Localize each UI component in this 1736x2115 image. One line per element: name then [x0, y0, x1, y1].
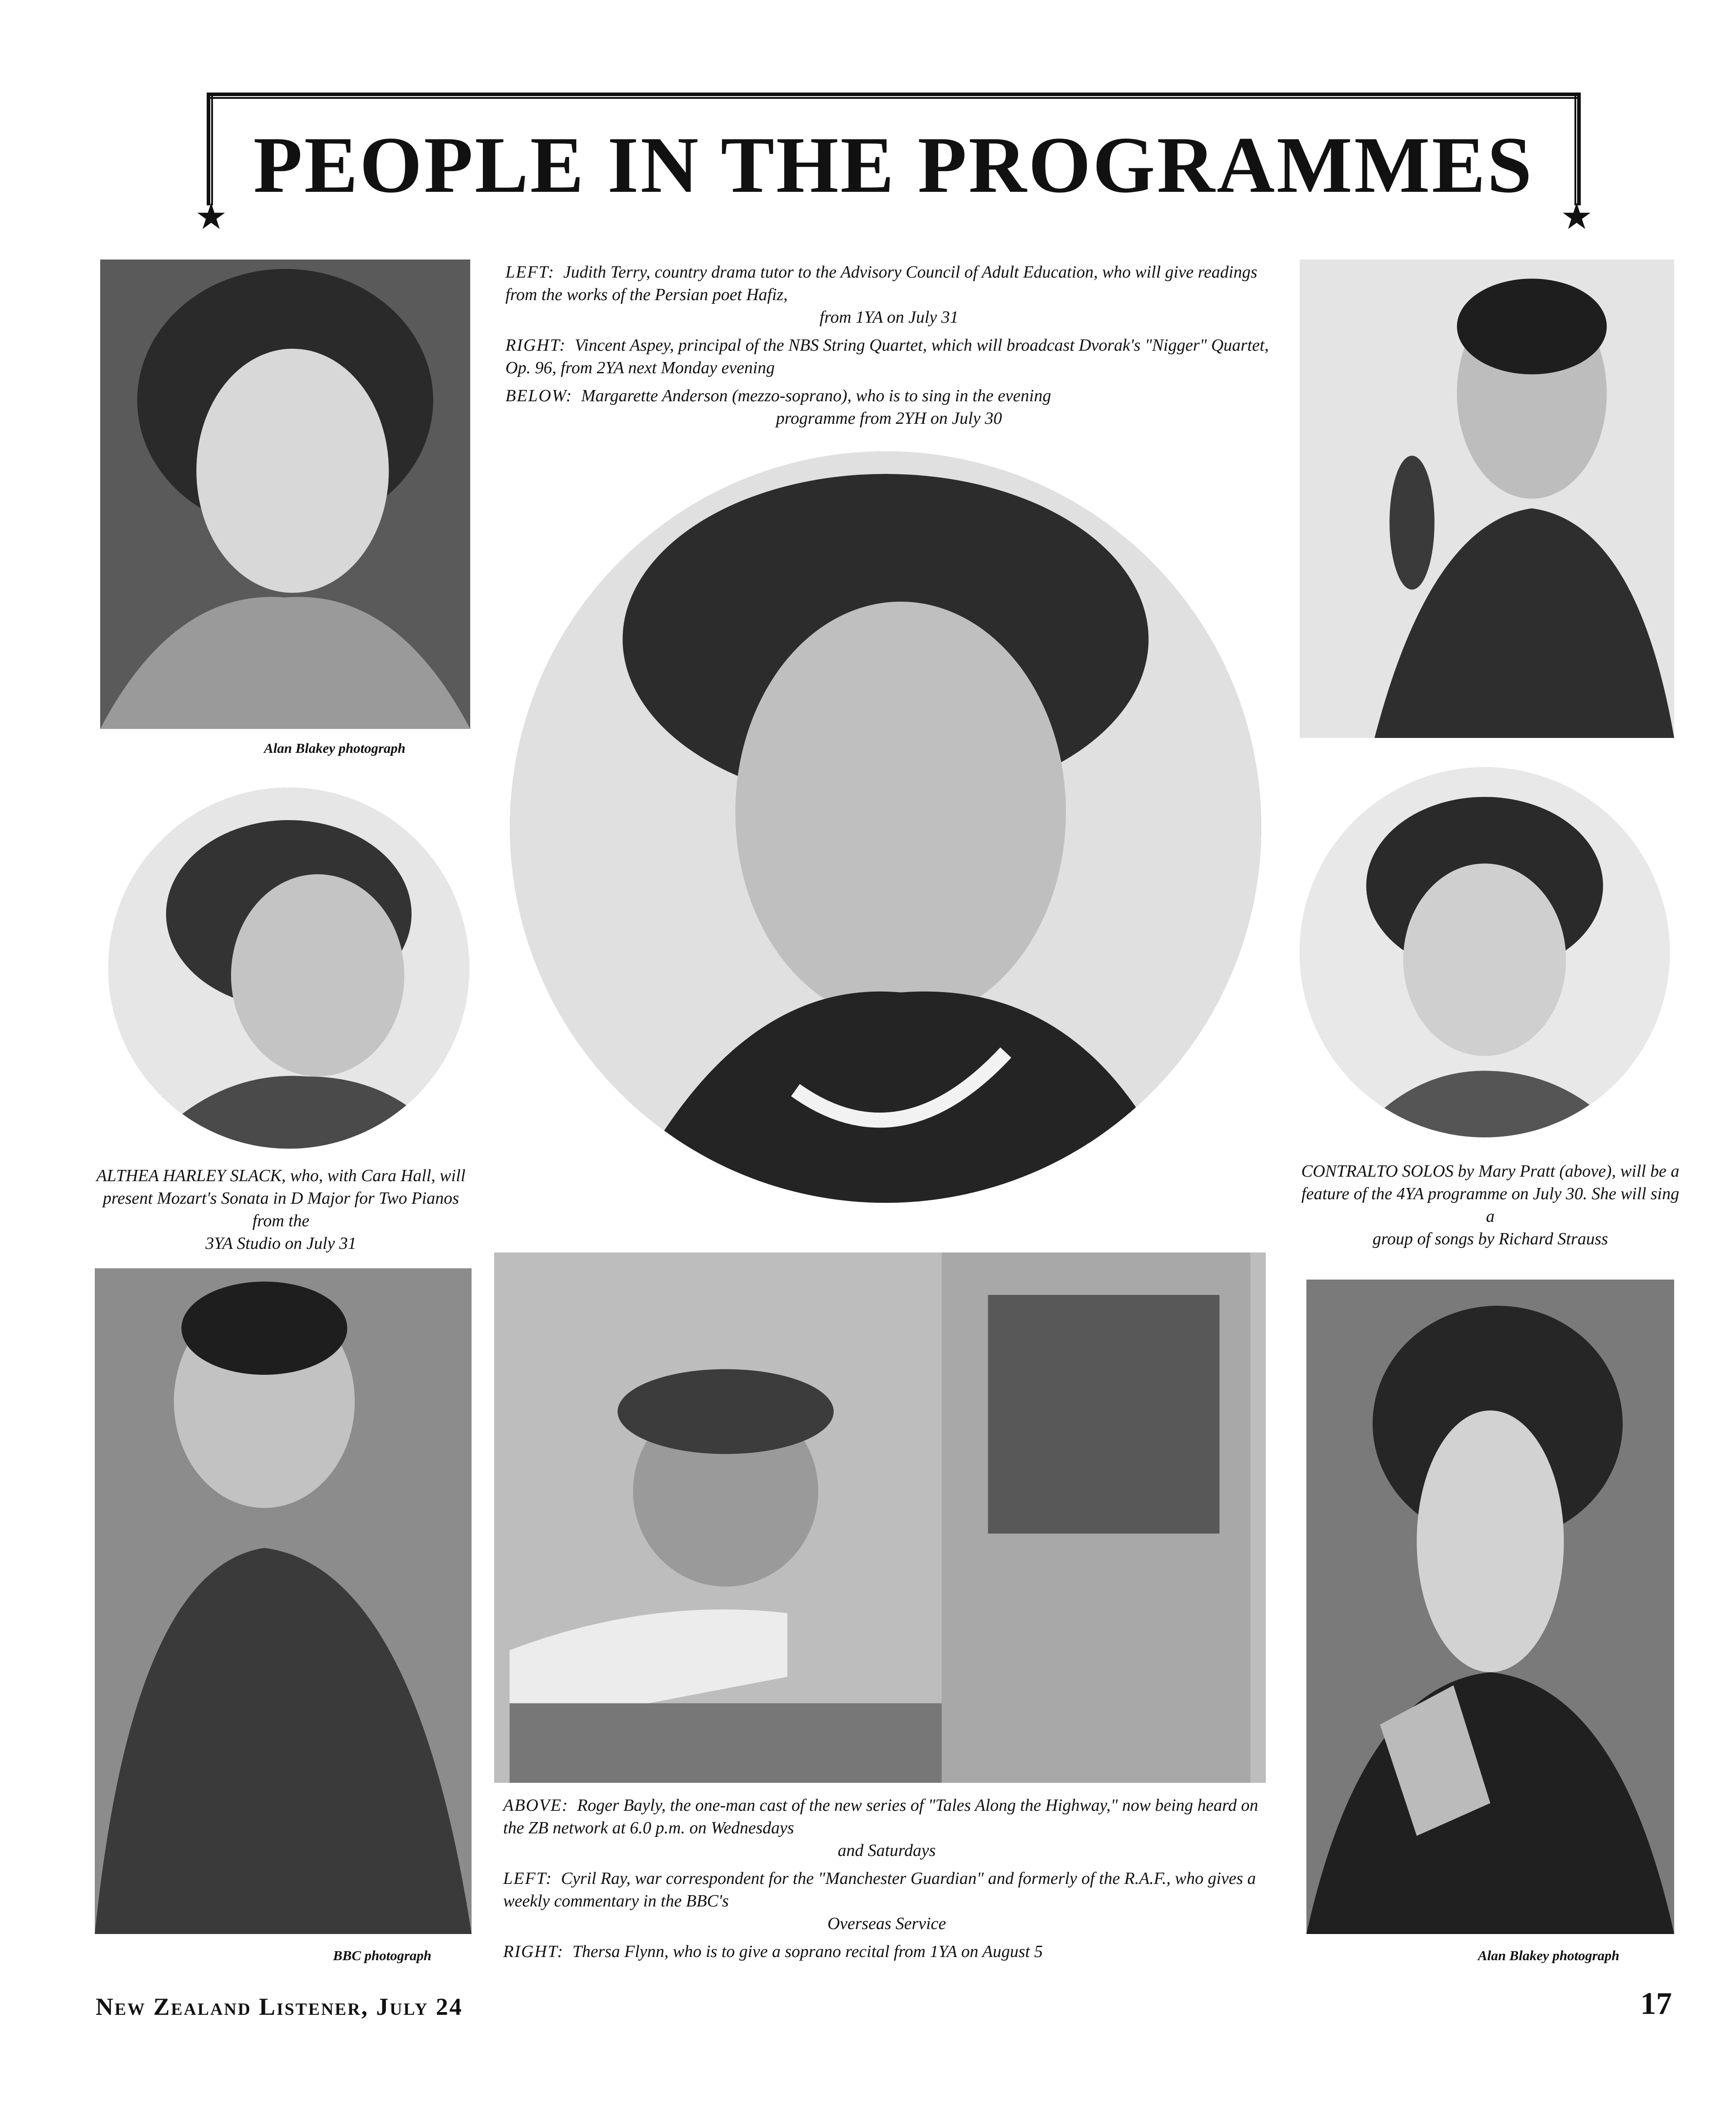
photo-credit: Alan Blakey photograph — [264, 740, 406, 756]
star-icon: ★ — [195, 195, 227, 237]
caption-text: and Saturdays — [838, 1841, 936, 1860]
page-title: PEOPLE IN THE PROGRAMMES — [253, 120, 1534, 209]
caption-althea — [88, 1164, 474, 1255]
photo-credit: Alan Blakey photograph — [1478, 1948, 1620, 1963]
photo-credit: BBC photograph — [333, 1948, 431, 1963]
caption-text: CONTRALTO SOLOS by Mary Pratt (above), will be a feature of the 4YA programme on July 30. She will sing a — [1301, 1162, 1680, 1226]
caption-contralto — [1297, 1160, 1683, 1250]
photo-mary-pratt — [1300, 767, 1670, 1137]
photo-thersa-flynn — [1306, 1280, 1674, 1934]
photo-cyril-ray — [95, 1268, 472, 1934]
title-frame-left — [207, 93, 213, 205]
caption-lead: BELOW: — [505, 386, 573, 405]
caption-text: ALTHEA HARLEY SLACK, who, with Cara Hall, will present Mozart's Sonata in D Major for Two Pianos from the — [96, 1166, 466, 1230]
caption-text: programme from 2YH on July 30 — [776, 409, 1002, 428]
caption-top — [505, 261, 1273, 435]
page-number: 17 — [1640, 1986, 1672, 2021]
caption-text: Cyril Ray, war correspondent for the "Manchester Guardian" and formerly of the R.A.F., who gives a weekly commentary in the BBC's — [503, 1869, 1256, 1911]
caption-text: group of songs by Richard Strauss — [1372, 1229, 1608, 1248]
caption-lead: RIGHT: — [505, 336, 566, 355]
caption-lead: RIGHT: — [503, 1942, 564, 1961]
caption-lead: ABOVE: — [503, 1796, 569, 1815]
title-frame-top — [207, 93, 1581, 99]
caption-lead: LEFT: — [505, 263, 555, 282]
caption-text: 3YA Studio on July 31 — [205, 1234, 356, 1253]
publication-footer: New Zealand Listener, July 24 — [96, 1993, 463, 2020]
photo-judith-terry — [100, 260, 470, 729]
caption-lead: LEFT: — [503, 1869, 553, 1888]
caption-text: Judith Terry, country drama tutor to the Advisory Council of Adult Education, who will give readings from the works of the Persian poet Hafiz, — [505, 263, 1258, 304]
photo-margarette-anderson — [510, 451, 1261, 1203]
star-icon: ★ — [1560, 195, 1593, 237]
caption-text: Vincent Aspey, principal of the NBS String Quartet, which will broadcast Dvorak's "Nigger" Quartet, Op. 96, from 2YA next Monday evening — [505, 336, 1269, 377]
photo-althea-harley-slack — [108, 788, 469, 1149]
photo-roger-bayly — [494, 1252, 1266, 1783]
caption-text: Roger Bayly, the one-man cast of the new series of "Tales Along the Highway," now being heard on the ZB network at 6.0 p.m. on Wednesdays — [503, 1796, 1259, 1837]
caption-text: Margarette Anderson (mezzo-soprano), who is to sing in the evening — [581, 386, 1051, 405]
caption-text: Overseas Service — [827, 1914, 946, 1933]
caption-text: from 1YA on July 31 — [819, 308, 958, 327]
photo-vincent-aspey — [1300, 260, 1674, 738]
caption-text: Thersa Flynn, who is to give a soprano recital from 1YA on August 5 — [572, 1942, 1043, 1961]
title-frame-right — [1574, 93, 1581, 205]
caption-bottom — [503, 1794, 1270, 1968]
